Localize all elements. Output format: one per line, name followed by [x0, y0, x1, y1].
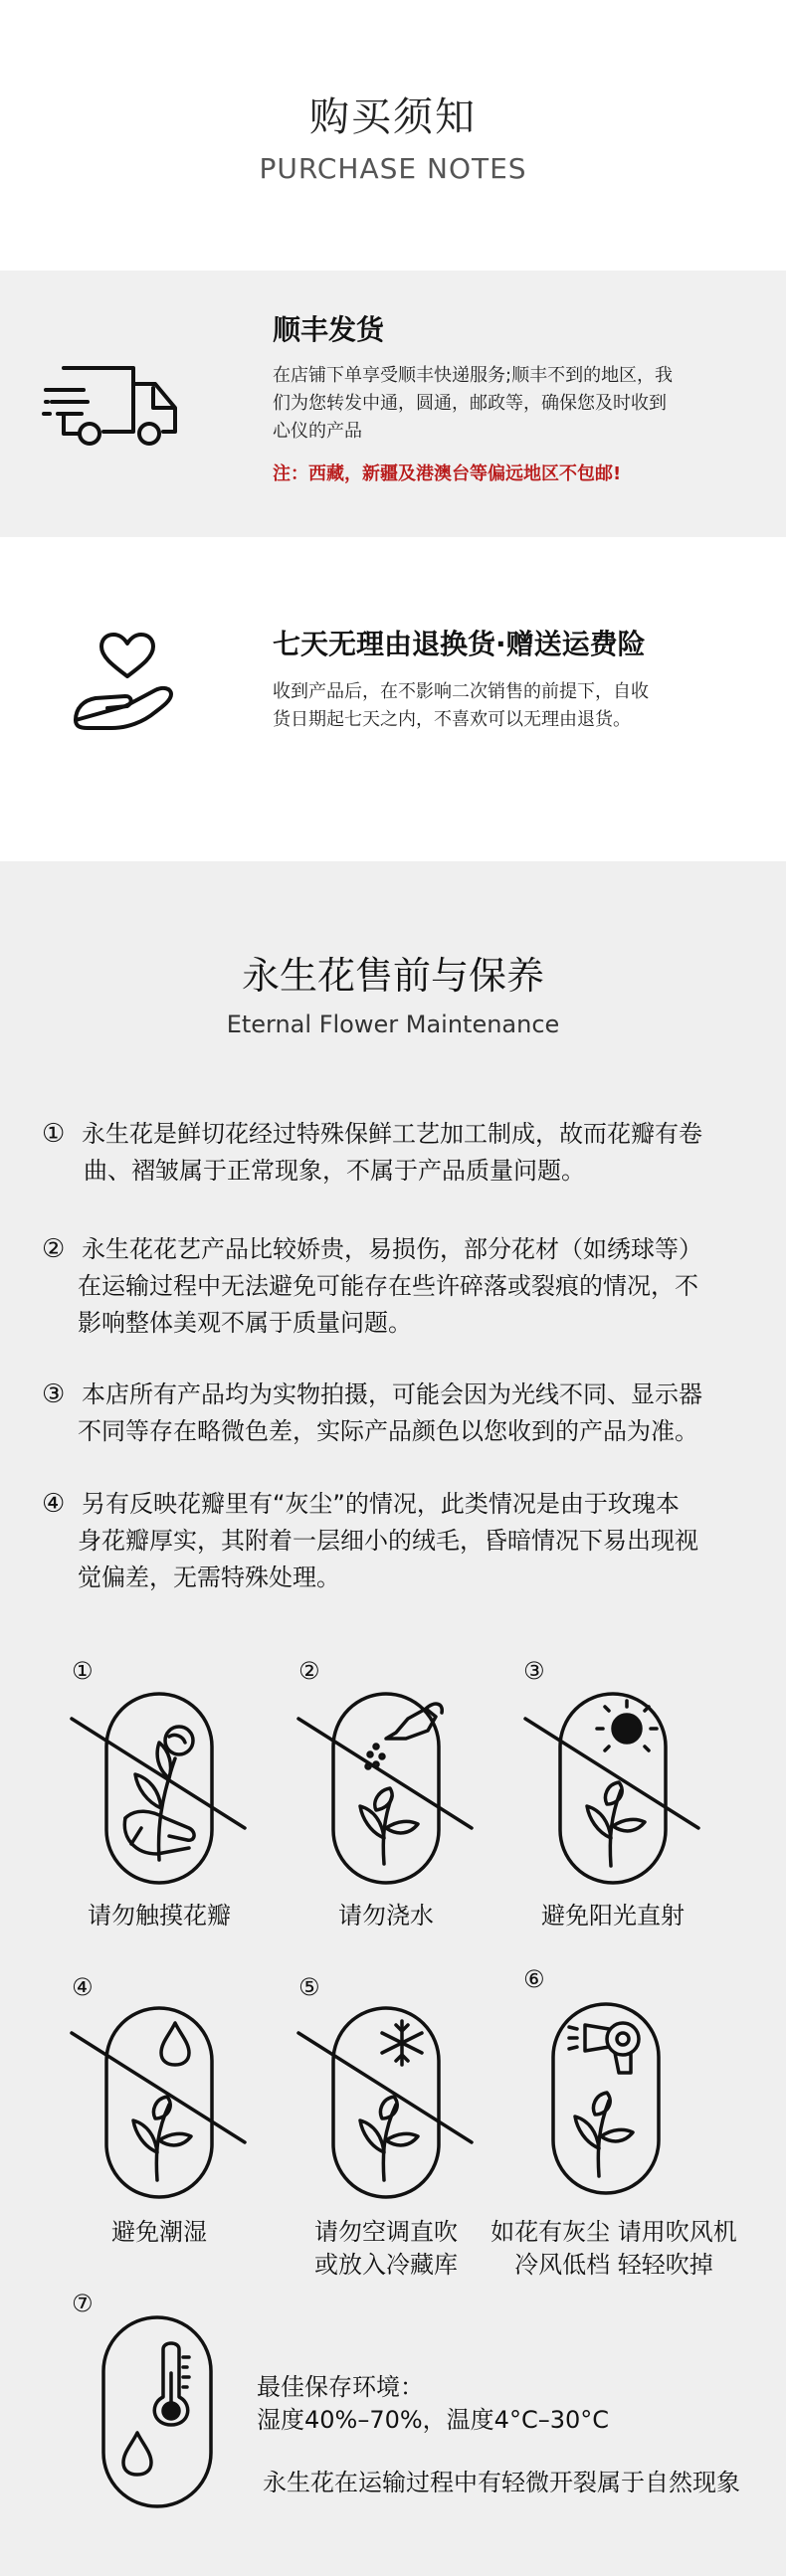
- storage-heading: 最佳保存环境：: [257, 2373, 424, 2401]
- tip-number: ①: [72, 1657, 94, 1685]
- tip-label: 避免潮湿: [111, 2218, 207, 2246]
- delivery-truck-icon: [42, 362, 181, 454]
- tip-label-line: 请勿空调直吹: [314, 2218, 458, 2246]
- tip-label: 避免阳光直射: [541, 1902, 685, 1930]
- no-sunlight-icon: [519, 1679, 708, 1888]
- note-number: ④: [42, 1489, 66, 1519]
- tip-label: [287, 2216, 486, 2282]
- shipping-description: [273, 362, 740, 446]
- tip-number: ⑥: [523, 1965, 545, 1993]
- tip-label-line: 如花有灰尘 请用吹风机: [491, 2218, 737, 2246]
- storage-number: ⑦: [72, 2290, 94, 2317]
- care-note: [42, 1377, 748, 1450]
- tip-label-line: 或放入冷藏库: [314, 2251, 458, 2279]
- page-title: 购买须知: [309, 94, 477, 140]
- returns-section: [0, 537, 786, 861]
- returns-line: 收到产品后，在不影响二次销售的前提下，自收: [273, 681, 649, 702]
- note-line: 影响整体美观不属于质量问题。: [78, 1309, 412, 1337]
- returns-description: [273, 678, 740, 734]
- heart-in-hand-icon: [72, 631, 183, 736]
- returns-title: 七天无理由退换货·赠送运费险: [273, 628, 646, 660]
- note-line: 永生花花艺产品比较娇贵，易损伤，部分花材（如绣球等）: [82, 1235, 702, 1263]
- returns-line: 货日期起七天之内，不喜欢可以无理由退货。: [273, 709, 631, 730]
- no-cold-air-icon: [293, 1993, 482, 2202]
- shipping-title: 顺丰发货: [273, 313, 385, 346]
- tip-number: ②: [298, 1657, 320, 1685]
- no-touch-icon: [66, 1679, 255, 1888]
- note-line: 在运输过程中无法避免可能存在些许碎落或裂痕的情况，不: [78, 1272, 698, 1300]
- note-line: 不同等存在略微色差，实际产品颜色以您收到的产品为准。: [78, 1417, 698, 1445]
- tip-number: ④: [72, 1973, 94, 2001]
- note-line: 觉偏差，无需特殊处理。: [78, 1564, 340, 1591]
- care-note: [42, 1231, 748, 1342]
- no-watering-icon: [293, 1679, 482, 1888]
- purchase-notes-header: [0, 0, 786, 271]
- tip-label-line: 冷风低档 轻轻吹掉: [514, 2251, 713, 2279]
- note-line: 本店所有产品均为实物拍摄，可能会因为光线不同、显示器: [82, 1380, 702, 1408]
- shipping-line: 在店铺下单享受顺丰快递服务;顺丰不到的地区，我: [273, 365, 674, 386]
- hair-dryer-icon: [519, 1989, 708, 2198]
- shipping-line: 心仪的产品: [273, 421, 362, 442]
- care-note: [42, 1486, 748, 1596]
- care-title: 永生花售前与保养: [241, 954, 544, 998]
- shipping-line: 们为您转发中通，圆通，邮政等，确保您及时收到: [273, 393, 667, 414]
- tip-label: 请勿触摸花瓣: [88, 1902, 231, 1930]
- tip-number: ⑤: [298, 1973, 320, 2001]
- note-line: 曲、褶皱属于正常现象，不属于产品质量问题。: [84, 1157, 585, 1185]
- note-number: ①: [42, 1119, 66, 1149]
- page-subtitle: PURCHASE NOTES: [259, 152, 527, 185]
- thermometer-icon: [98, 2313, 217, 2512]
- note-line: 另有反映花瓣里有“灰尘”的情况，此类情况是由于玫瑰本: [82, 1490, 680, 1518]
- tip-label: 请勿浇水: [338, 1902, 434, 1930]
- care-subtitle: Eternal Flower Maintenance: [226, 1011, 560, 1038]
- transport-note: 永生花在运输过程中有轻微开裂属于自然现象: [263, 2469, 740, 2496]
- tip-number: ③: [523, 1657, 545, 1685]
- care-section: [0, 861, 786, 2576]
- tip-label: [470, 2216, 758, 2282]
- shipping-section: [0, 271, 786, 537]
- shipping-warning: 注：西藏，新疆及港澳台等偏远地区不包邮!: [273, 463, 622, 484]
- note-line: 身花瓣厚实，其附着一层细小的绒毛，昏暗情况下易出现视: [78, 1527, 698, 1555]
- care-note: [42, 1116, 748, 1190]
- note-number: ③: [42, 1380, 66, 1409]
- storage-conditions: 湿度40%–70%，温度4°C–30°C: [257, 2406, 610, 2434]
- note-number: ②: [42, 1234, 66, 1264]
- note-line: 永生花是鲜切花经过特殊保鲜工艺加工制成，故而花瓣有卷: [82, 1120, 702, 1148]
- no-moisture-icon: [66, 1993, 255, 2202]
